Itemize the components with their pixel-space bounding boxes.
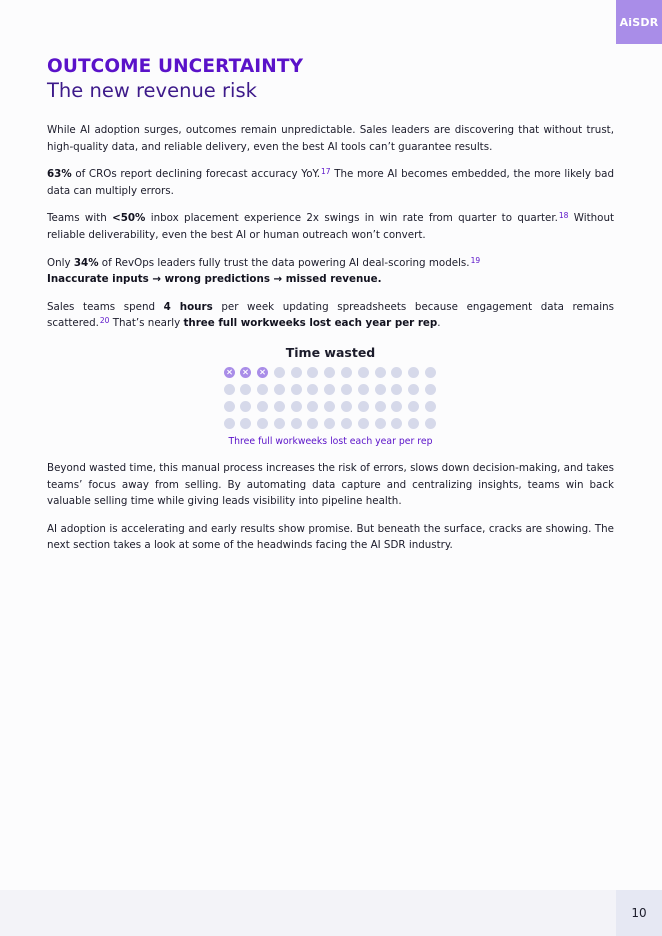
- emphasis-line: Inaccurate inputs → wrong predictions → missed revenue.: [47, 273, 382, 286]
- remaining-week-dot: [274, 384, 285, 395]
- brand-logo: [616, 0, 662, 44]
- remaining-week-dot: [307, 418, 318, 429]
- text: Teams with: [47, 212, 113, 225]
- paragraph-wasted-time: Beyond wasted time, this manual process increases the risk of errors, slows down decision-making, and takes teams’ focus away from selling. By automating data capture and centralizing insights, teams win back valuable selling time while giving leads visibility into pipeline health.: [47, 461, 614, 508]
- remaining-week-dot: [240, 418, 251, 429]
- remaining-week-dot: [341, 418, 352, 429]
- remaining-week-dot: [408, 384, 419, 395]
- text: That’s nearly: [109, 317, 184, 330]
- remaining-week-dot: [391, 418, 402, 429]
- remaining-week-dot: [358, 367, 369, 378]
- remaining-week-dot: [274, 367, 285, 378]
- paragraph-spreadsheets: [47, 299, 614, 332]
- remaining-week-dot: [375, 384, 386, 395]
- paragraph-outlook: AI adoption is accelerating and early results show promise. But beneath the surface, cracks are showing. The next section takes a look at some of the headwinds facing the AI SDR industry.: [47, 522, 614, 552]
- text: per week updating spreadsheets because engagement data remains scattered.: [47, 300, 614, 330]
- remaining-week-dot: [341, 384, 352, 395]
- remaining-week-dot: [391, 367, 402, 378]
- remaining-week-dot: [240, 384, 251, 395]
- page-title: The new revenue risk: [47, 79, 257, 102]
- remaining-week-dot: [274, 401, 285, 412]
- footnote-ref-18: 18: [558, 211, 569, 221]
- remaining-week-dot: [240, 401, 251, 412]
- page-number: [616, 890, 662, 936]
- text: Only: [47, 256, 74, 269]
- remaining-week-dot: [257, 418, 268, 429]
- remaining-week-dot: [391, 384, 402, 395]
- remaining-week-dot: [307, 384, 318, 395]
- remaining-week-dot: [291, 418, 302, 429]
- text: Without reliable deliverability, even the best AI or human outreach won’t convert.: [47, 212, 615, 241]
- remaining-week-dot: [291, 367, 302, 378]
- page-number-text: 10: [631, 906, 647, 920]
- paragraph-cro-forecast: [47, 166, 614, 199]
- remaining-week-dot: [274, 418, 285, 429]
- remaining-week-dot: [375, 418, 386, 429]
- remaining-week-dot: [375, 367, 386, 378]
- remaining-week-dot: [358, 401, 369, 412]
- remaining-week-dot: [291, 401, 302, 412]
- remaining-week-dot: [291, 384, 302, 395]
- remaining-week-dot: [341, 401, 352, 412]
- paragraph-revops-trust: [47, 255, 614, 288]
- text: of RevOps leaders fully trust the data powering AI deal-scoring models.: [98, 256, 470, 269]
- remaining-week-dot: [358, 418, 369, 429]
- remaining-week-dot: [425, 384, 436, 395]
- brand-logo-text: AiSDR: [619, 15, 659, 29]
- stat-under-50-percent: <50%: [112, 212, 146, 225]
- stat-63-percent: 63%: [47, 168, 72, 181]
- remaining-week-dot: [307, 367, 318, 378]
- remaining-week-dot: [257, 384, 268, 395]
- paragraph-intro: While AI adoption surges, outcomes remain unpredictable. Sales leaders are discovering that without trust, high-quality data, and reliable delivery, even the best AI tools can’t guarantee results.: [47, 124, 614, 153]
- remaining-week-dot: [408, 367, 419, 378]
- paragraph-inbox-placement: [47, 210, 614, 243]
- text: of CROs report declining forecast accuracy YoY.: [71, 168, 320, 181]
- footnote-ref-17: 17: [321, 167, 331, 177]
- text: Sales teams spend: [47, 300, 164, 313]
- section-title: OUTCOME UNCERTAINTY: [47, 56, 304, 77]
- emphasis-workweeks: three full workweeks lost each year per rep: [183, 317, 438, 330]
- footnote-ref-20: 20: [99, 316, 110, 326]
- stat-4-hours: 4 hours: [163, 300, 213, 313]
- lost-week-x-icon: [257, 367, 268, 378]
- text: The more AI becomes embedded, the more likely bad data can multiply errors.: [47, 168, 614, 197]
- remaining-week-dot: [224, 401, 235, 412]
- time-wasted-chart: [47, 345, 614, 448]
- chart-title: Time wasted: [285, 344, 376, 360]
- footnote-ref-19: 19: [470, 255, 481, 265]
- remaining-week-dot: [425, 401, 436, 412]
- remaining-week-dot: [224, 418, 235, 429]
- remaining-week-dot: [257, 401, 268, 412]
- remaining-week-dot: [224, 384, 235, 395]
- remaining-week-dot: [358, 384, 369, 395]
- remaining-week-dot: [324, 401, 335, 412]
- remaining-week-dot: [425, 418, 436, 429]
- chart-caption: Three full workweeks lost each year per rep: [228, 435, 433, 447]
- remaining-week-dot: [324, 418, 335, 429]
- remaining-week-dot: [408, 418, 419, 429]
- lost-week-x-icon: [240, 367, 251, 378]
- remaining-week-dot: [341, 367, 352, 378]
- remaining-week-dot: [408, 401, 419, 412]
- remaining-week-dot: [324, 384, 335, 395]
- footer-bar: [0, 890, 662, 936]
- lost-week-x-icon: [224, 367, 235, 378]
- remaining-week-dot: [307, 401, 318, 412]
- stat-34-percent: 34%: [73, 256, 99, 269]
- remaining-week-dot: [425, 367, 436, 378]
- dot-grid: [224, 367, 438, 429]
- text: inbox placement experience 2x swings in win rate from quarter to quarter.: [145, 212, 558, 225]
- remaining-week-dot: [375, 401, 386, 412]
- page-content: [47, 56, 614, 554]
- remaining-week-dot: [391, 401, 402, 412]
- remaining-week-dot: [324, 367, 335, 378]
- text: .: [437, 317, 441, 330]
